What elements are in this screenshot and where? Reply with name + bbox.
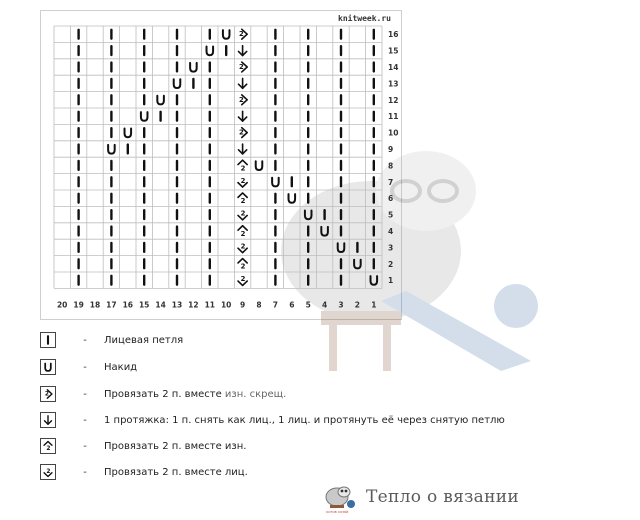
knitting-chart <box>40 10 402 320</box>
column-label: 12 <box>188 300 199 310</box>
svg-text:2: 2 <box>238 62 244 71</box>
stitch-yo <box>272 178 279 187</box>
stitch-yo <box>305 211 312 220</box>
legend-row-yo <box>40 358 137 376</box>
legend-text: Провязать 2 п. вместе изн. скрещ. <box>104 388 287 400</box>
stitch-yo <box>256 161 263 170</box>
stitch-slip_pass <box>239 111 247 121</box>
column-label: 17 <box>106 300 117 310</box>
svg-text:2: 2 <box>240 242 246 251</box>
column-label: 5 <box>305 300 311 310</box>
stitch-k2tog <box>238 210 247 220</box>
row-label: 13 <box>388 79 399 89</box>
row-label: 10 <box>388 128 399 138</box>
legend-text: 1 протяжка: 1 п. снять как лиц., 1 лиц. и протянуть её через снятую петлю <box>104 414 505 426</box>
legend-row-slip_pass <box>40 411 505 429</box>
stitch-slip_pass <box>239 78 247 88</box>
stitch-p2tog <box>238 226 247 238</box>
stitch-yo <box>108 145 115 154</box>
svg-text:2: 2 <box>44 391 49 398</box>
svg-text:2: 2 <box>46 468 51 475</box>
stitch-slip_pass <box>239 144 247 154</box>
legend-text: Накид <box>104 361 138 373</box>
brand-text: Тепло о вязании <box>366 487 520 507</box>
stitch-k2tog_tbl <box>239 29 247 39</box>
column-label: 10 <box>220 300 232 310</box>
legend-dash: - <box>83 361 87 373</box>
site-label: knitweek.ru <box>338 14 391 23</box>
svg-text:2: 2 <box>240 209 246 218</box>
row-label: 3 <box>388 243 394 253</box>
legend-k2tog-icon <box>40 464 56 480</box>
column-label: 15 <box>138 300 150 310</box>
stitch-p2tog <box>238 160 247 172</box>
column-label: 19 <box>73 300 84 310</box>
column-label: 9 <box>239 300 246 310</box>
stitch-k2tog <box>238 177 247 187</box>
stitch-k2tog <box>238 242 247 252</box>
column-label: 4 <box>321 300 328 310</box>
column-label: 16 <box>122 300 134 310</box>
legend-row-p2tog <box>40 437 246 455</box>
column-label: 11 <box>204 300 216 310</box>
grid-lines <box>54 26 382 288</box>
svg-text:2: 2 <box>240 262 246 271</box>
row-label: 15 <box>388 46 399 56</box>
svg-text:2: 2 <box>238 30 244 39</box>
row-label: 14 <box>388 62 399 72</box>
svg-text:2: 2 <box>46 446 51 453</box>
row-label: 11 <box>388 112 399 122</box>
legend-text: Лицевая петля <box>104 334 184 346</box>
stitch-yo <box>174 79 181 88</box>
stitch-k2tog_tbl <box>239 95 247 105</box>
stitch-yo <box>223 30 230 39</box>
row-label: 8 <box>388 161 394 171</box>
column-label: 14 <box>155 300 166 310</box>
column-label: 1 <box>371 300 377 310</box>
legend-row-k2tog_tbl <box>40 385 286 403</box>
svg-text:2: 2 <box>238 128 244 137</box>
row-label: 9 <box>388 144 394 154</box>
row-label: 12 <box>388 95 399 105</box>
svg-text:2: 2 <box>240 176 246 185</box>
legend-row-knit <box>40 331 183 349</box>
stitch-k2tog <box>238 275 247 285</box>
legend-dash: - <box>83 440 87 452</box>
legend-yo-icon <box>40 359 56 375</box>
row-label: 5 <box>388 210 394 220</box>
column-label: 3 <box>338 300 344 310</box>
stitch-yo <box>289 194 296 203</box>
legend-knit-icon <box>40 332 56 348</box>
chart-grid <box>41 11 401 319</box>
row-label: 7 <box>388 177 394 187</box>
legend-dash: - <box>83 334 87 346</box>
column-label: 2 <box>354 300 361 310</box>
row-label: 4 <box>388 226 394 236</box>
legend-dash: - <box>83 414 87 426</box>
column-label: 7 <box>272 300 279 310</box>
legend-k2tog_tbl-icon <box>40 386 56 402</box>
stitch-slip_pass <box>239 46 247 56</box>
stitch-yo <box>371 276 378 285</box>
svg-text:2: 2 <box>240 197 246 206</box>
column-label: 20 <box>56 300 68 310</box>
legend-slip_pass-icon <box>40 412 56 428</box>
stitch-yo <box>125 129 132 138</box>
stitch-p2tog <box>238 259 247 271</box>
legend-p2tog-icon <box>40 438 56 454</box>
svg-text:2: 2 <box>240 275 246 284</box>
stitch-yo <box>354 260 361 269</box>
stitch-k2tog_tbl <box>239 128 247 138</box>
stitch-yo <box>207 47 214 56</box>
legend-text: Провязать 2 п. вместе изн. <box>104 440 247 452</box>
legend-dash: - <box>83 466 87 478</box>
svg-text:2: 2 <box>238 95 244 104</box>
legend-text: Провязать 2 п. вместе лиц. <box>104 466 248 478</box>
column-label: 18 <box>89 300 101 310</box>
row-label: 16 <box>388 30 399 40</box>
legend-row-k2tog <box>40 463 248 481</box>
svg-text:КОТОВ ХОЗЯЙ: КОТОВ ХОЗЯЙ <box>326 510 349 514</box>
legend-dash: - <box>83 388 87 400</box>
svg-text:2: 2 <box>240 164 246 173</box>
brand-footer[interactable] <box>322 480 519 514</box>
stitch-yo <box>141 112 148 121</box>
stitch-p2tog <box>238 193 247 205</box>
row-label: 6 <box>388 194 394 204</box>
stitch-yo <box>321 227 328 236</box>
svg-text:2: 2 <box>240 229 246 238</box>
column-label: 6 <box>289 300 295 310</box>
row-label: 1 <box>388 276 394 286</box>
column-label: 8 <box>256 300 262 310</box>
stitch-yo <box>338 243 345 252</box>
column-label: 13 <box>171 300 183 310</box>
stitch-yo <box>157 96 164 105</box>
row-label: 2 <box>388 259 394 269</box>
sheep-logo-icon <box>322 480 356 514</box>
stitch-yo <box>190 63 197 72</box>
stitch-k2tog_tbl <box>239 62 247 72</box>
